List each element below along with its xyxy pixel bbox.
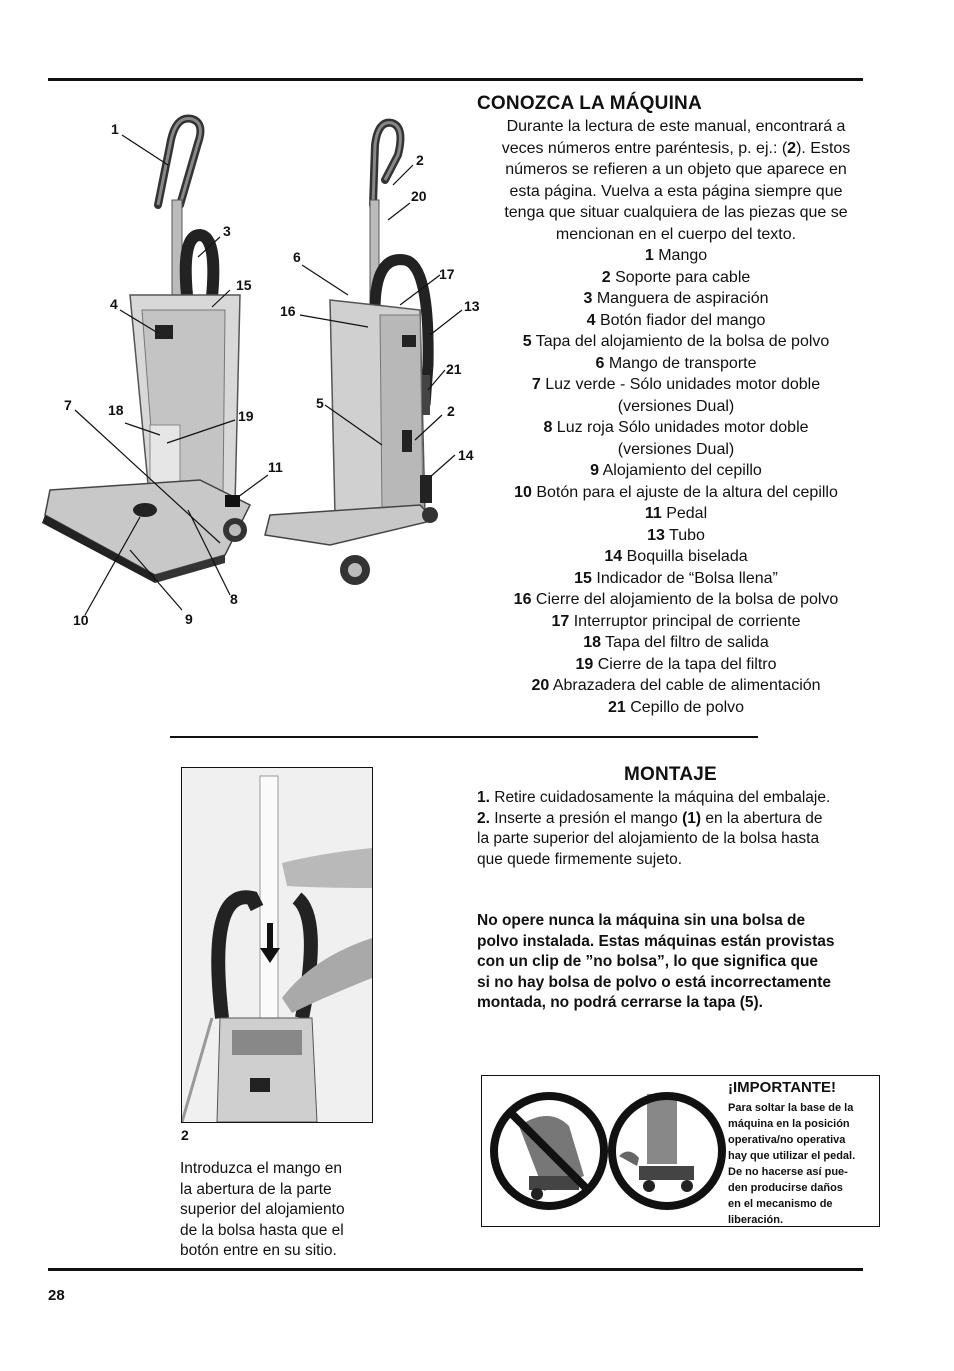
callout-15: 15 (236, 277, 252, 293)
intro-line: esta página. Vuelva a esta página siempre que (509, 182, 843, 200)
part-item (470, 267, 882, 289)
intro-text: ). Estos (796, 139, 851, 157)
callout-3: 3 (223, 223, 231, 239)
important-line: De no hacerse así pue- (728, 1166, 848, 1178)
part-item (470, 654, 882, 676)
important-text (728, 1100, 880, 1228)
part-label: Cierre de la tapa del filtro (593, 655, 777, 673)
step-text: la parte superior del alojamiento de la bolsa hasta (477, 830, 820, 847)
assembly-photo (181, 767, 373, 1123)
part-item (470, 310, 882, 332)
callout-11: 11 (268, 459, 283, 475)
part-number: 8 (543, 419, 553, 436)
part-item (470, 675, 882, 697)
know-machine-title: CONOZCA LA MÁQUINA (477, 93, 702, 114)
callout-21: 21 (446, 361, 462, 377)
part-label: Mango (653, 247, 708, 264)
part-item (470, 288, 882, 310)
part-item (470, 697, 882, 719)
page-number: 28 (48, 1287, 65, 1304)
step-text: Inserte a presión el mango (489, 809, 683, 827)
callout-10: 10 (73, 612, 89, 628)
part-number: 20 (531, 677, 550, 694)
assembly-title: MONTAJE (624, 764, 717, 785)
callout-2-top: 2 (416, 152, 424, 168)
important-line: liberación. (728, 1214, 784, 1226)
step-text: en la abertura de (701, 809, 823, 827)
part-number: 2 (601, 268, 611, 286)
part-item (470, 460, 882, 482)
step-text: que quede firmemente sujeto. (477, 850, 683, 868)
part-number: 4 (586, 311, 596, 329)
top-rule (48, 78, 863, 81)
part-item (470, 632, 882, 654)
important-line: den producirse daños (728, 1182, 843, 1194)
caption-line: Introduzca el mango en (180, 1160, 342, 1177)
part-item (470, 331, 882, 353)
part-number: 5 (522, 333, 532, 350)
know-machine-intro (470, 116, 882, 718)
part-item (470, 353, 882, 375)
part-number: 21 (607, 698, 626, 716)
warning-line: No opere nunca la máquina sin una bolsa de (477, 912, 806, 929)
important-line: en el mecanismo de (728, 1198, 833, 1210)
part-number: 7 (531, 376, 541, 393)
part-item (470, 525, 882, 547)
step-2 (477, 809, 877, 830)
prohibited-icons (489, 1086, 729, 1216)
parts-list (470, 245, 882, 718)
step-ref: (1) (682, 809, 702, 827)
part-item (470, 611, 882, 633)
warning-text (477, 911, 882, 1014)
figure-label: 2 (181, 1127, 189, 1143)
part-label: Cierre del alojamiento de la bolsa de polvo (531, 591, 839, 608)
intro-ref: 2 (787, 139, 797, 157)
part-item (470, 396, 882, 418)
part-label: Pedal (661, 505, 708, 522)
part-label: Alojamiento del cepillo (599, 462, 762, 479)
assembly-photo-drawing (182, 768, 372, 1122)
part-number: 15 (574, 569, 592, 587)
callout-2-bottom: 2 (447, 403, 455, 419)
intro-line (470, 138, 882, 160)
important-line: operativa/no operativa (728, 1134, 846, 1146)
assembly-steps (477, 788, 877, 870)
bottom-rule (48, 1268, 863, 1271)
part-label: Tubo (664, 526, 705, 544)
part-number: 9 (590, 462, 600, 479)
part-label: (versiones Dual) (617, 440, 735, 458)
part-number: 6 (595, 354, 605, 372)
step-number: 1. (477, 789, 490, 806)
middle-rule (170, 736, 758, 738)
callout-5: 5 (316, 395, 324, 411)
part-number: 17 (551, 612, 570, 630)
part-label: (versiones Dual) (617, 397, 735, 415)
part-label: Botón para el ajuste de la altura del cepillo (531, 483, 838, 501)
part-label: Tapa del alojamiento de la bolsa de polvo (531, 333, 830, 350)
part-number: 3 (583, 290, 593, 307)
intro-line: mencionan en el cuerpo del texto. (555, 225, 797, 243)
intro-text: veces números entre paréntesis, p. ej.: ( (501, 139, 788, 157)
part-label: Indicador de “Bolsa llena” (591, 569, 778, 587)
part-label: Botón fiador del mango (595, 311, 766, 329)
callout-14: 14 (458, 447, 474, 463)
part-item (470, 589, 882, 611)
callout-18: 18 (108, 402, 124, 418)
part-label: Interruptor principal de corriente (569, 612, 801, 630)
intro-line: números se refieren a un objeto que aparece en (505, 161, 847, 178)
callout-13: 13 (464, 298, 480, 314)
important-line: máquina en la posición (728, 1118, 850, 1130)
part-label: Manguera de aspiración (592, 290, 769, 307)
intro-line: Durante la lectura de este manual, encontrará a (506, 118, 846, 135)
part-item (470, 245, 882, 267)
part-number: 14 (604, 548, 623, 565)
important-title: ¡IMPORTANTE! (728, 1079, 837, 1096)
callout-20: 20 (411, 188, 427, 204)
part-item (470, 503, 882, 525)
caption-line: de la bolsa hasta que el (180, 1221, 344, 1239)
part-item (470, 482, 882, 504)
part-number: 16 (513, 591, 532, 608)
callout-8: 8 (230, 591, 238, 607)
warning-line: montada, no podrá cerrarse la tapa (5). (477, 994, 763, 1011)
caption-line: superior del alojamiento (180, 1201, 345, 1218)
part-label: Boquilla biselada (622, 548, 748, 565)
part-label: Soporte para cable (610, 268, 751, 286)
part-item (470, 439, 882, 461)
step-number: 2. (477, 809, 490, 827)
important-line: hay que utilizar el pedal. (728, 1150, 856, 1162)
important-box (481, 1075, 880, 1227)
foot-on-pedal-icon (609, 1093, 725, 1209)
no-foot-on-handle-icon (491, 1093, 607, 1209)
callout-4: 4 (110, 296, 118, 312)
callout-19: 19 (238, 408, 254, 424)
warning-line: con un clip de ”no bolsa”, lo que significa que (477, 953, 819, 970)
callout-7: 7 (64, 397, 72, 413)
step-text: Retire cuidadosamente la máquina del embalaje. (489, 789, 831, 806)
callout-6: 6 (293, 249, 301, 265)
part-item (470, 546, 882, 568)
intro-line: tenga que situar cualquiera de las piezas que se (504, 204, 848, 221)
part-item (470, 568, 882, 590)
part-number: 13 (647, 526, 665, 544)
caption-line: la abertura de la parte (180, 1180, 332, 1198)
part-item (470, 374, 882, 396)
part-item (470, 417, 882, 439)
figure-caption (180, 1159, 380, 1262)
part-label: Luz verde - Sólo unidades motor doble (540, 376, 821, 393)
part-number: 19 (575, 655, 594, 673)
part-label: Mango de transporte (604, 354, 757, 372)
warning-line: polvo instalada. Estas máquinas están provistas (477, 932, 835, 950)
vacuum-front-view (42, 119, 250, 583)
part-label: Abrazadera del cable de alimentación (549, 677, 821, 694)
step-1 (477, 788, 877, 809)
machine-illustration (30, 105, 480, 645)
part-label: Tapa del filtro de salida (600, 634, 769, 651)
callout-1: 1 (111, 121, 119, 137)
callout-9: 9 (185, 611, 193, 627)
part-label: Luz roja Sólo unidades motor doble (552, 419, 809, 436)
part-number: 1 (644, 247, 654, 264)
part-label: Cepillo de polvo (625, 698, 745, 716)
callout-17: 17 (439, 266, 455, 282)
warning-line: si no hay bolsa de polvo o está incorrectamente (477, 973, 832, 991)
part-number: 18 (583, 634, 601, 651)
important-line: Para soltar la base de la (728, 1102, 854, 1114)
callout-16: 16 (280, 303, 296, 319)
part-number: 10 (514, 483, 532, 501)
part-number: 11 (644, 505, 662, 522)
caption-line: botón entre en su sitio. (180, 1242, 337, 1259)
